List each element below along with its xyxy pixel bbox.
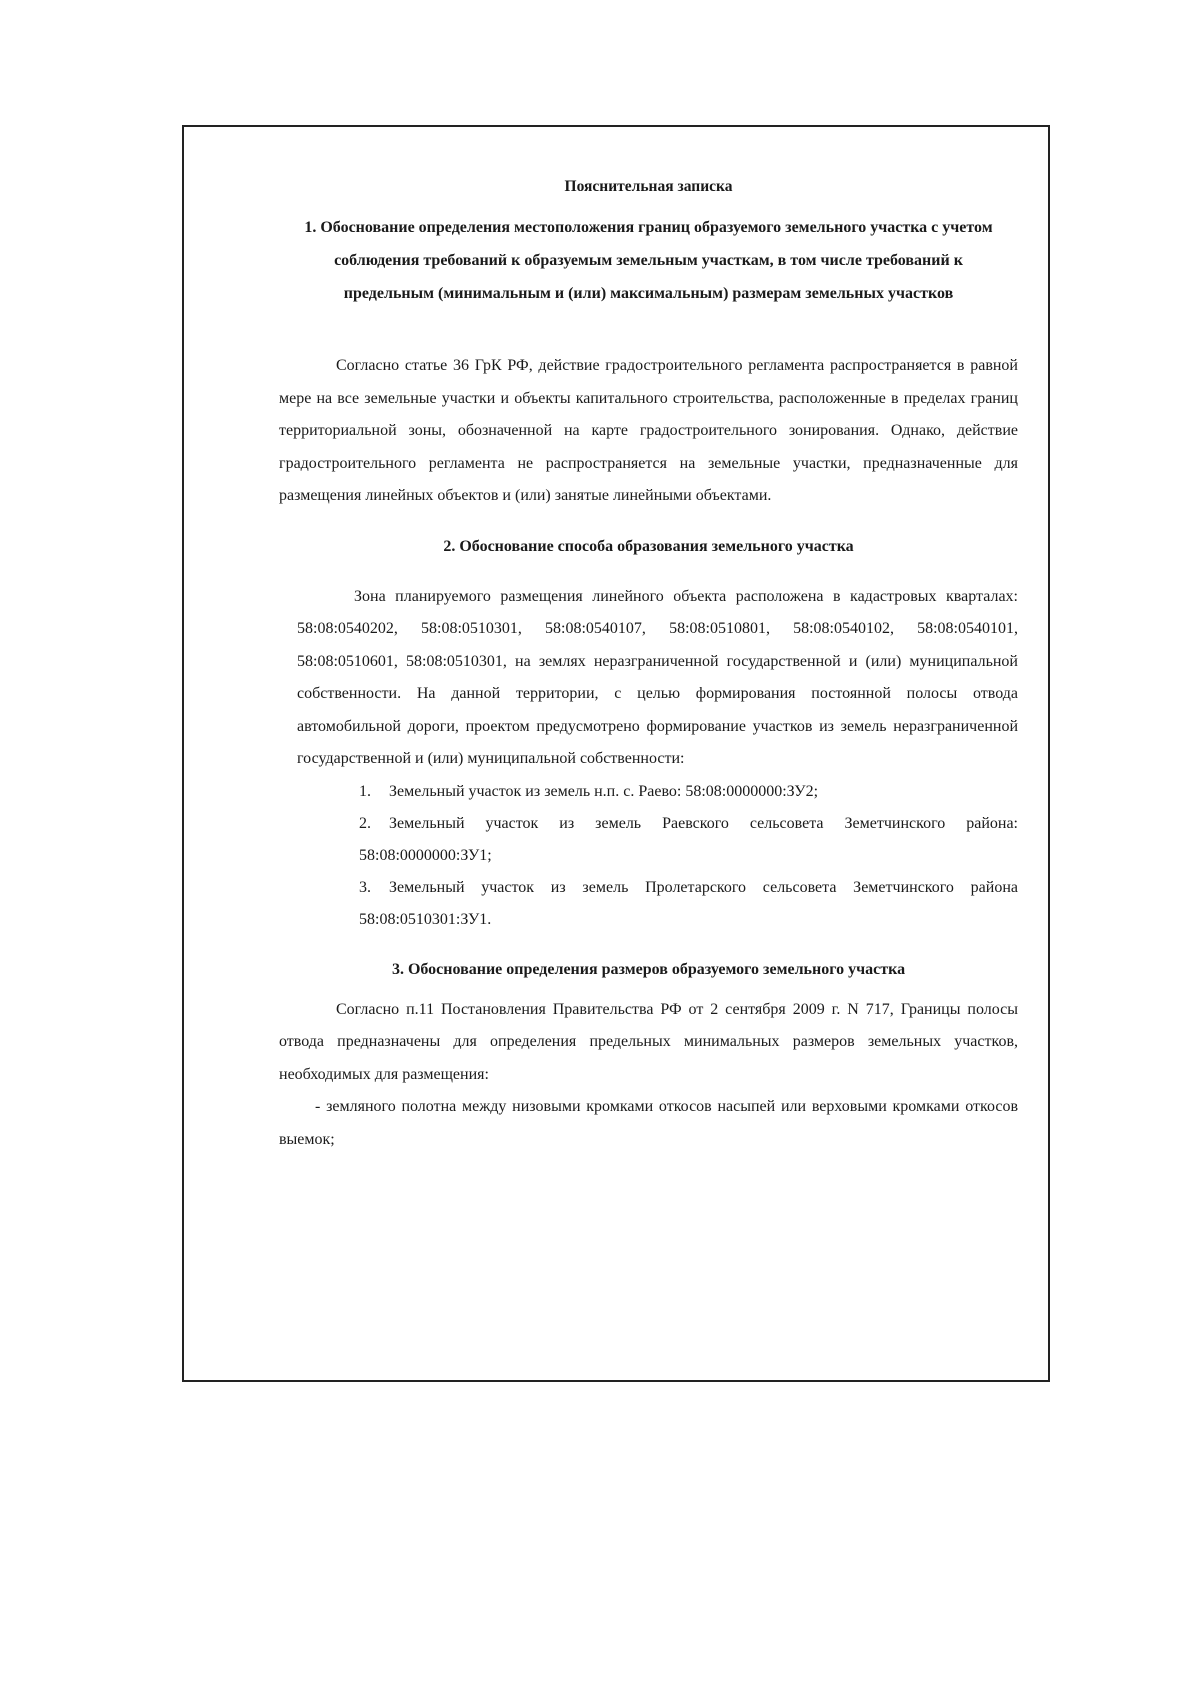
section1-paragraph: Согласно статье 36 ГрК РФ, действие градостроительного регламента распространяется в равной мере на все земельные участки и объекты капитального строительства, расположенные в пределах границ территориальной зоны, обозначенной на карте градостроительного зонирования. Однако, действие градостроительного регламента не распространяется на земельные участки, предназначенные для размещения линейных объектов и (или) занятые линейными объектами. xyxy=(279,357,1018,504)
section3-bullet: - земляного полотна между низовыми кромками откосов насыпей или верховыми кромками откосов выемок; xyxy=(279,1098,1018,1148)
page-frame xyxy=(182,125,1050,1382)
section2-paragraph: Зона планируемого размещения линейного объекта расположена в кадастровых кварталах: 58:08:0540202, 58:08:0510301, 58:08:0540107, 58:08:0510801, 58:08:0540102, 58:08:0540101, 58:08:0510601, 58:08:0510301, на землях неразграниченной государственной и (или) муниципальной собственности. На данной территории, с целью формирования постоянной полосы отвода автомобильной дороги, проектом предусмотрено формирование участков из земель неразграниченной государственной и (или) муниципальной собственности: xyxy=(297,587,1018,767)
list-item xyxy=(359,776,1018,808)
section1-heading: 1. Обоснование определения местоположения границ образуемого земельного участка с учетом соблюдения требований к образуемым земельным участкам, в том числе требований к предельным (минимальным и (или) максимальным) размерам земельных участков xyxy=(304,219,993,302)
list-item-text: Земельный участок из земель Пролетарского сельсовета Земетчинского района 58:08:0510301:ЗУ1. xyxy=(359,878,1018,928)
list-item-text: Земельный участок из земель Раевского сельсовета Земетчинского района: 58:08:0000000:ЗУ1; xyxy=(359,814,1018,864)
section3-heading: 3. Обоснование определения размеров образуемого земельного участка xyxy=(391,960,906,978)
section3-paragraph: Согласно п.11 Постановления Правительства РФ от 2 сентября 2009 г. N 717, Границы полосы отвода предназначены для определения предельных минимальных размеров земельных участков, необходимых для размещения: xyxy=(279,1000,1018,1083)
list-item xyxy=(359,808,1018,872)
list-item-text: Земельный участок из земель н.п. с. Раево: 58:08:0000000:ЗУ2; xyxy=(389,782,819,800)
list-item-number: 2. xyxy=(359,814,371,832)
list-item-number: 1. xyxy=(359,782,371,800)
document-title: Пояснительная записка xyxy=(564,178,733,195)
document-body xyxy=(279,177,1018,1156)
section2-block xyxy=(279,581,1018,776)
list-item-number: 3. xyxy=(359,878,371,896)
list-item xyxy=(359,872,1018,936)
land-plot-list xyxy=(279,776,1018,936)
section2-heading: 2. Обоснование способа образования земельного участка xyxy=(443,537,854,555)
